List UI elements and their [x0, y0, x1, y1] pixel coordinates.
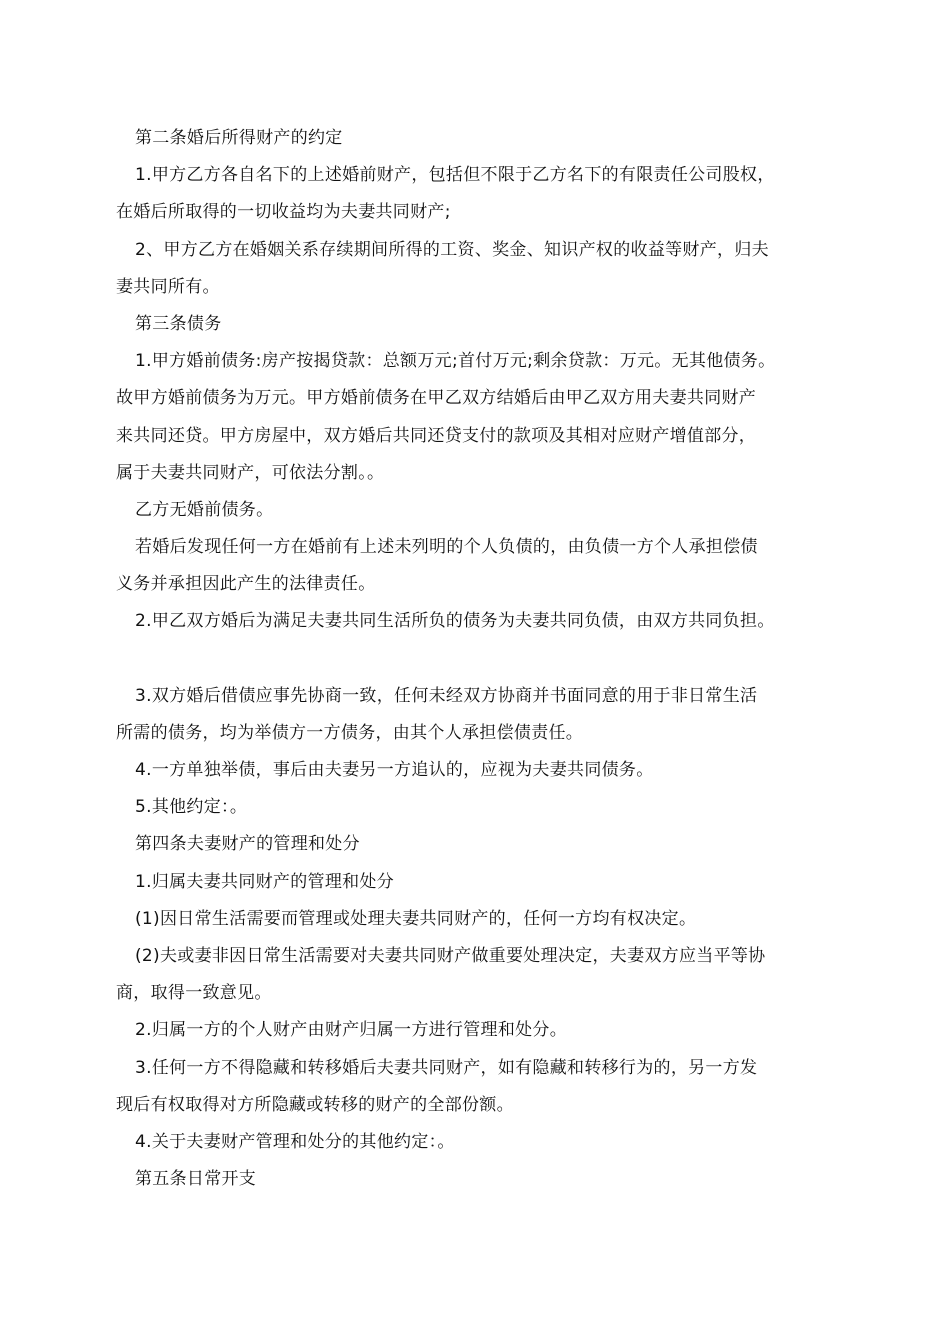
paragraph-line: 1.甲方婚前债务:房产按揭贷款：总额万元;首付万元;剩余贷款：万元。无其他债务。 — [135, 351, 776, 372]
paragraph-line: 现后有权取得对方所隐藏或转移的财产的全部份额。 — [116, 1094, 514, 1115]
paragraph-line: 1.归属夫妻共同财产的管理和处分 — [135, 871, 395, 892]
paragraph-line: 2.归属一方的个人财产由财产归属一方进行管理和处分。 — [135, 1020, 568, 1041]
paragraph-line: 5.其他约定：。 — [135, 797, 248, 818]
paragraph-line: (2)夫或妻非因日常生活需要对夫妻共同财产做重要处理决定，夫妻双方应当平等协 — [135, 945, 766, 966]
paragraph-line: 来共同还贷。甲方房屋中，双方婚后共同还贷支付的款项及其相对应财产增值部分， — [116, 425, 757, 446]
paragraph-line: 在婚后所取得的一切收益均为夫妻共同财产; — [116, 202, 451, 223]
blank-line — [116, 641, 846, 678]
paragraph-line: 3.双方婚后借债应事先协商一致，任何未经双方协商并书面同意的用于非日常生活 — [135, 685, 758, 706]
paragraph-line: 2.甲乙双方婚后为满足夫妻共同生活所负的债务为夫妻共同负债，由双方共同负担。 — [135, 611, 775, 632]
paragraph-line: 属于夫妻共同财产，可依法分割。。 — [116, 462, 385, 483]
document-page — [116, 120, 846, 1198]
paragraph-line: 义务并承担因此产生的法律责任。 — [116, 574, 376, 595]
section-heading-article-4: 第四条夫妻财产的管理和处分 — [135, 834, 360, 855]
paragraph-line: 妻共同所有。 — [116, 276, 220, 297]
paragraph-line: 3.任何一方不得隐藏和转移婚后夫妻共同财产，如有隐藏和转移行为的，另一方发 — [135, 1057, 758, 1078]
paragraph-line: 若婚后发现任何一方在婚前有上述未列明的个人负债的，由负债一方个人承担偿债 — [135, 537, 758, 558]
paragraph-line: 所需的债务，均为举债方一方债务，由其个人承担偿债责任。 — [116, 722, 584, 743]
paragraph-line: 4.一方单独举债，事后由夫妻另一方追认的，应视为夫妻共同债务。 — [135, 760, 654, 780]
paragraph-line: 商，取得一致意见。 — [116, 983, 272, 1004]
section-heading-article-3: 第三条债务 — [135, 313, 222, 334]
paragraph-line: 乙方无婚前债务。 — [135, 499, 274, 520]
paragraph-line: 故甲方婚前债务为万元。甲方婚前债务在甲乙双方结婚后由甲乙双方用夫妻共同财产 — [116, 388, 757, 409]
paragraph-line: 4.关于夫妻财产管理和处分的其他约定：。 — [135, 1131, 455, 1152]
paragraph-line: 1.甲方乙方各自名下的上述婚前财产，包括但不限于乙方名下的有限责任公司股权， — [135, 165, 775, 186]
section-heading-article-5: 第五条日常开支 — [135, 1169, 257, 1190]
section-heading-article-2: 第二条婚后所得财产的约定 — [135, 128, 343, 148]
paragraph-line: (1)因日常生活需要而管理或处理夫妻共同财产的，任何一方均有权决定。 — [135, 908, 697, 929]
paragraph-line: 2、甲方乙方在婚姻关系存续期间所得的工资、奖金、知识产权的收益等财产，归夫 — [135, 239, 769, 260]
